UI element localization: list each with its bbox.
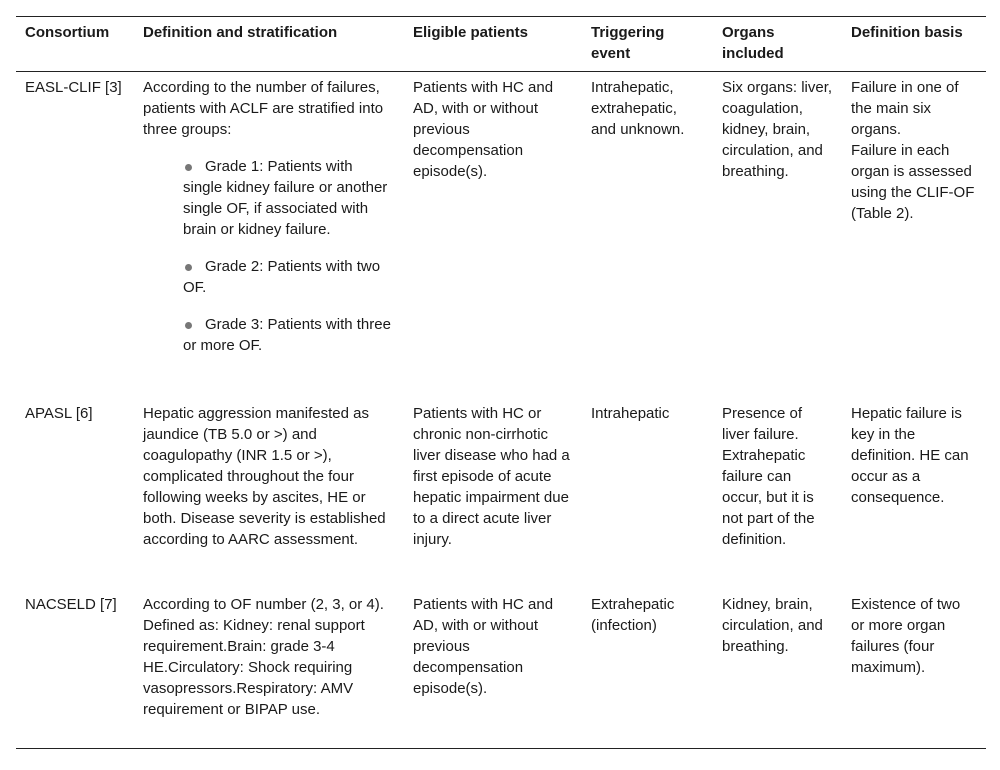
cell-eligible-patients: Patients with HC and AD, with or without previous decompensation episode(s). xyxy=(413,595,554,697)
cell-consortium: NACSELD [7] xyxy=(25,595,117,613)
header-definition: Definition and stratification xyxy=(143,24,338,41)
cell-definition xyxy=(134,72,404,403)
cell-definition-basis: Hepatic failure is key in the definition. HE can occur as a consequence. xyxy=(851,404,969,506)
cell-triggering-event: Intrahepatic xyxy=(591,404,670,422)
definition-intro: According to the number of failures, patients with ACLF are stratified into three groups: xyxy=(143,79,384,138)
table-header-row xyxy=(16,17,986,72)
bullet-icon xyxy=(185,264,192,271)
bullet-icon xyxy=(185,164,192,171)
consortium-comparison-table xyxy=(16,16,986,749)
cell-consortium: APASL [6] xyxy=(25,404,93,422)
cell-eligible-patients: Patients with HC and AD, with or without previous decompensation episode(s). xyxy=(413,79,554,180)
grade-list xyxy=(143,156,395,356)
table-row-nacseld xyxy=(16,594,986,749)
cell-organs-included: Six organs: liver, coagulation, kidney, brain, circulation, and breathing. xyxy=(722,79,833,180)
header-definition-basis: Definition basis xyxy=(851,24,963,41)
cell-eligible-patients: Patients with HC or chronic non-cirrhotic liver disease who had a first episode of acute hepatic impairment due to a direct acute liver injury. xyxy=(413,404,570,548)
cell-definition-basis xyxy=(842,72,986,403)
header-triggering-event: Triggering event xyxy=(591,24,665,62)
cell-definition: Hepatic aggression manifested as jaundice (TB 5.0 or >) and coagulopathy (INR 1.5 or >), complicated throughout the four following weeks by ascites, HE or both. Disease severity is established according to AARC assessment. xyxy=(143,404,386,548)
header-eligible-patients: Eligible patients xyxy=(413,24,529,41)
header-consortium: Consortium xyxy=(25,24,110,41)
list-item: Grade 2: Patients with two OF. xyxy=(183,258,381,296)
cell-triggering-event: Extrahepatic (infection) xyxy=(591,595,675,634)
cell-consortium: EASL-CLIF [3] xyxy=(25,79,122,96)
cell-organs-included: Presence of liver failure. Extrahepatic failure can occur, but it is not part of the definition. xyxy=(722,404,815,548)
table-row-easl-clif xyxy=(16,72,986,403)
cell-triggering-event: Intrahepatic, extrahepatic, and unknown. xyxy=(591,79,685,138)
header-organs-included: Organs included xyxy=(722,24,784,62)
table-row-apasl xyxy=(16,403,986,594)
cell-definition-basis: Existence of two or more organ failures (four maximum). xyxy=(851,595,961,676)
basis-line-1: Failure in one of the main six organs. xyxy=(851,79,959,138)
cell-organs-included: Kidney, brain, circulation, and breathing. xyxy=(722,595,823,655)
bullet-icon xyxy=(185,322,192,329)
basis-line-2: Failure in each organ is assessed using the CLIF-OF (Table 2). xyxy=(851,142,975,222)
list-item: Grade 3: Patients with three or more OF. xyxy=(183,316,391,354)
cell-definition: According to OF number (2, 3, or 4). Defined as: Kidney: renal support requirement.Brain: grade 3-4 HE.Circulatory: Shock requiring vasopressors.Respiratory: AMV requirement or BIPAP use. xyxy=(143,595,384,718)
list-item: Grade 1: Patients with single kidney failure or another single OF, if associated with brain or kidney failure. xyxy=(183,158,388,238)
